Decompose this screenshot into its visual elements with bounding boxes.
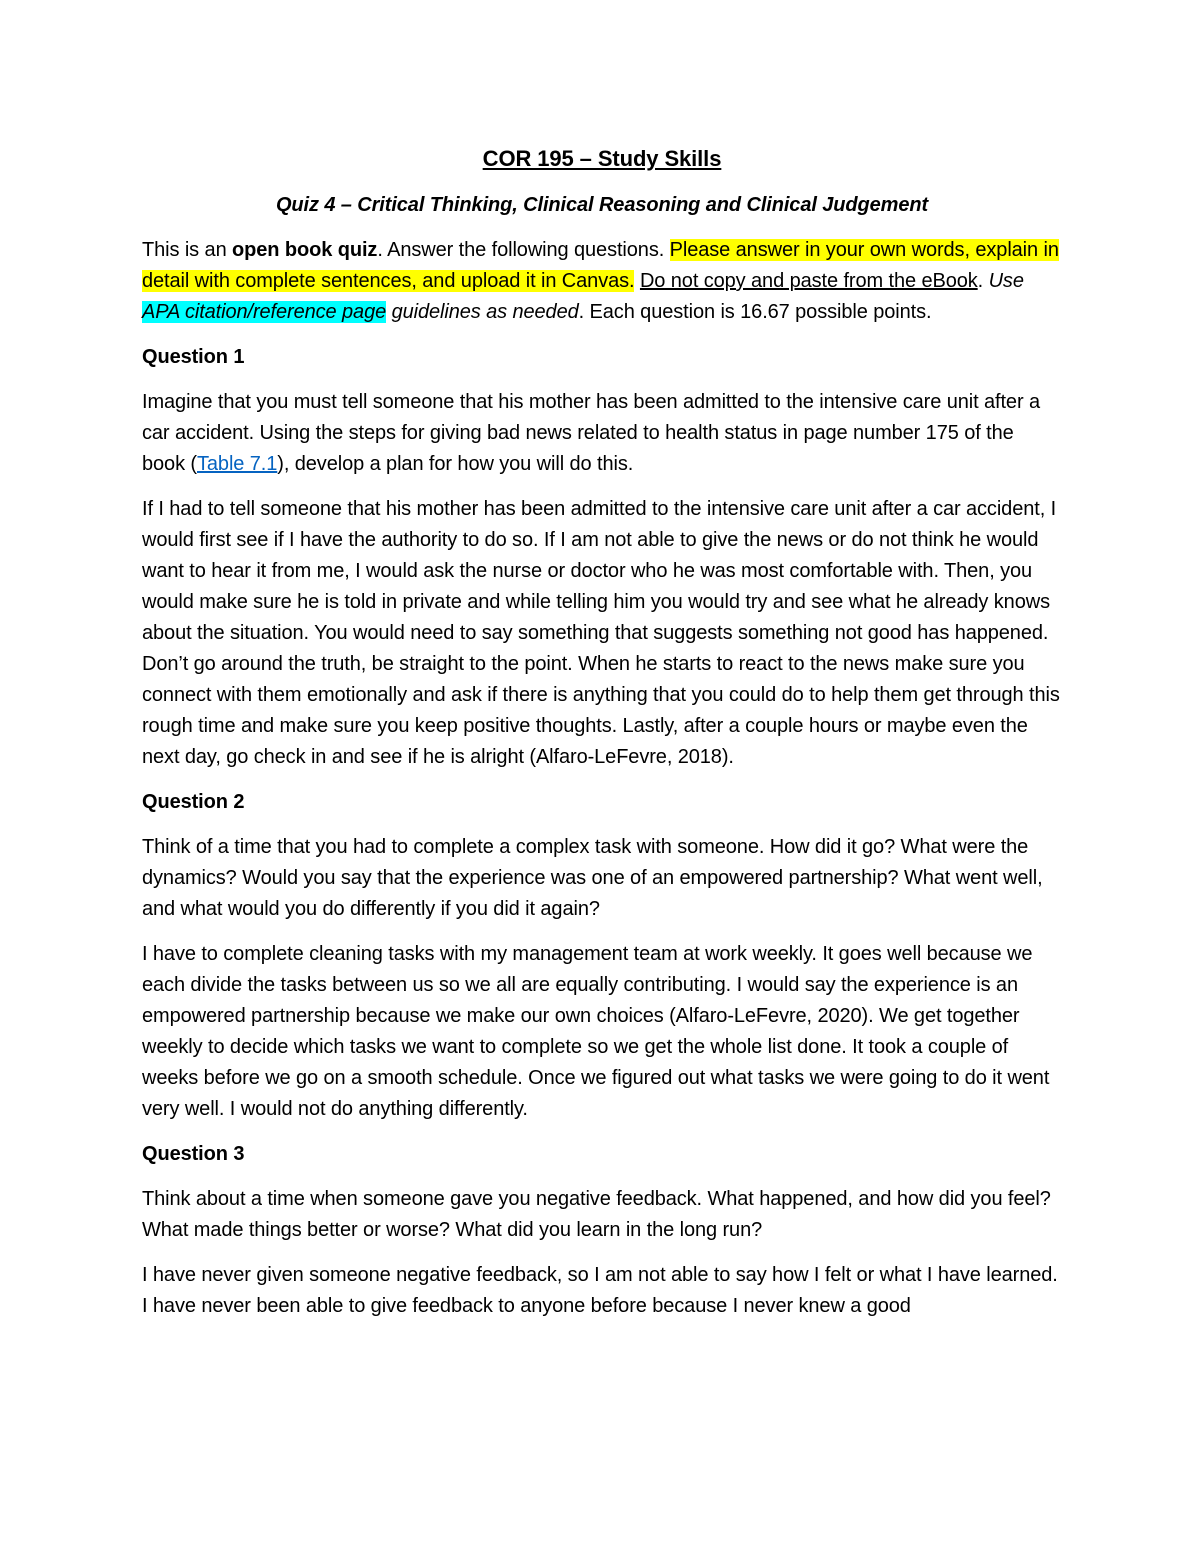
question-2-answer: I have to complete cleaning tasks with my management team at work weekly. It goes well because we each divide the tasks between us so we all are equally contributing. I would say the experience is an empowered partnership because we make our own choices (Alfaro-LeFevre, 2020). We get together weekly to decide which tasks we want to complete so we get the whole list done. It took a couple of weeks before we go on a smooth schedule. Once we figured out what tasks we were going to do it went very well. I would not do anything differently.	[142, 943, 1050, 1120]
question-1-prompt-text: ), develop a plan for how you will do this.	[277, 453, 634, 475]
question-2-heading: Question 2	[142, 791, 245, 813]
instructions-text: . Answer the following questions.	[377, 239, 670, 261]
instructions-highlight: Please answer in your own words, explain in detail with complete sentences, and upload it in Canvas.	[142, 239, 1059, 292]
instructions-text: .	[977, 270, 989, 292]
document-body	[142, 142, 1062, 1336]
question-3-answer: I have never given someone negative feedback, so I am not able to say how I felt or what I have learned. I have never been able to give feedback to anyone before because I never knew a good	[142, 1264, 1058, 1317]
document-title: COR 195 – Study Skills	[482, 146, 722, 171]
table-7-1-link[interactable]: Table 7.1	[197, 453, 278, 475]
question-1-prompt-text: Imagine that you must tell someone that his mother has been admitted to the intensive care unit after a car accident. Using the steps for giving bad news related to health status in page number 175 of the book (	[142, 391, 1040, 475]
instructions-guidelines: guidelines as needed	[386, 301, 579, 323]
instructions-no-copy: Do not copy and paste from the eBook	[639, 270, 978, 292]
instructions-apa-highlight: APA citation/reference page	[142, 301, 387, 323]
question-3-prompt: Think about a time when someone gave you negative feedback. What happened, and how did you feel? What made things better or worse? What did you learn in the long run?	[142, 1188, 1051, 1241]
instructions-text: This is an	[142, 239, 233, 261]
instructions-paragraph	[142, 235, 1062, 328]
question-1-prompt	[142, 387, 1062, 480]
instructions-use: Use	[988, 270, 1024, 292]
question-3-heading: Question 3	[142, 1143, 245, 1165]
document-subtitle: Quiz 4 – Critical Thinking, Clinical Reasoning and Clinical Judgement	[275, 194, 929, 216]
question-1-answer: If I had to tell someone that his mother has been admitted to the intensive care unit after a car accident, I would first see if I have the authority to do so. If I am not able to give the news or do not think he would want to hear it from me, I would ask the nurse or doctor who he was most comfortable with. Then, you would make sure he is told in private and while telling him you would try and see what he already knows about the situation. You would need to say something that suggests something not good has happened. Don’t go around the truth, be straight to the point. When he starts to react to the news make sure you connect with them emotionally and ask if there is anything that you could do to help them get through this rough time and make sure you keep positive thoughts. Lastly, after a couple hours or maybe even the next day, go check in and see if he is alright (Alfaro-LeFevre, 2018).	[142, 498, 1060, 768]
question-2-prompt: Think of a time that you had to complete a complex task with someone. How did it go? What were the dynamics? Would you say that the experience was one of an empowered partnership? What went well, and what would you do differently if you did it again?	[142, 836, 1043, 920]
instructions-text: . Each question is 16.67 possible points.	[578, 301, 932, 323]
instructions-open-book: open book quiz	[232, 239, 378, 261]
question-1-heading: Question 1	[142, 346, 245, 368]
